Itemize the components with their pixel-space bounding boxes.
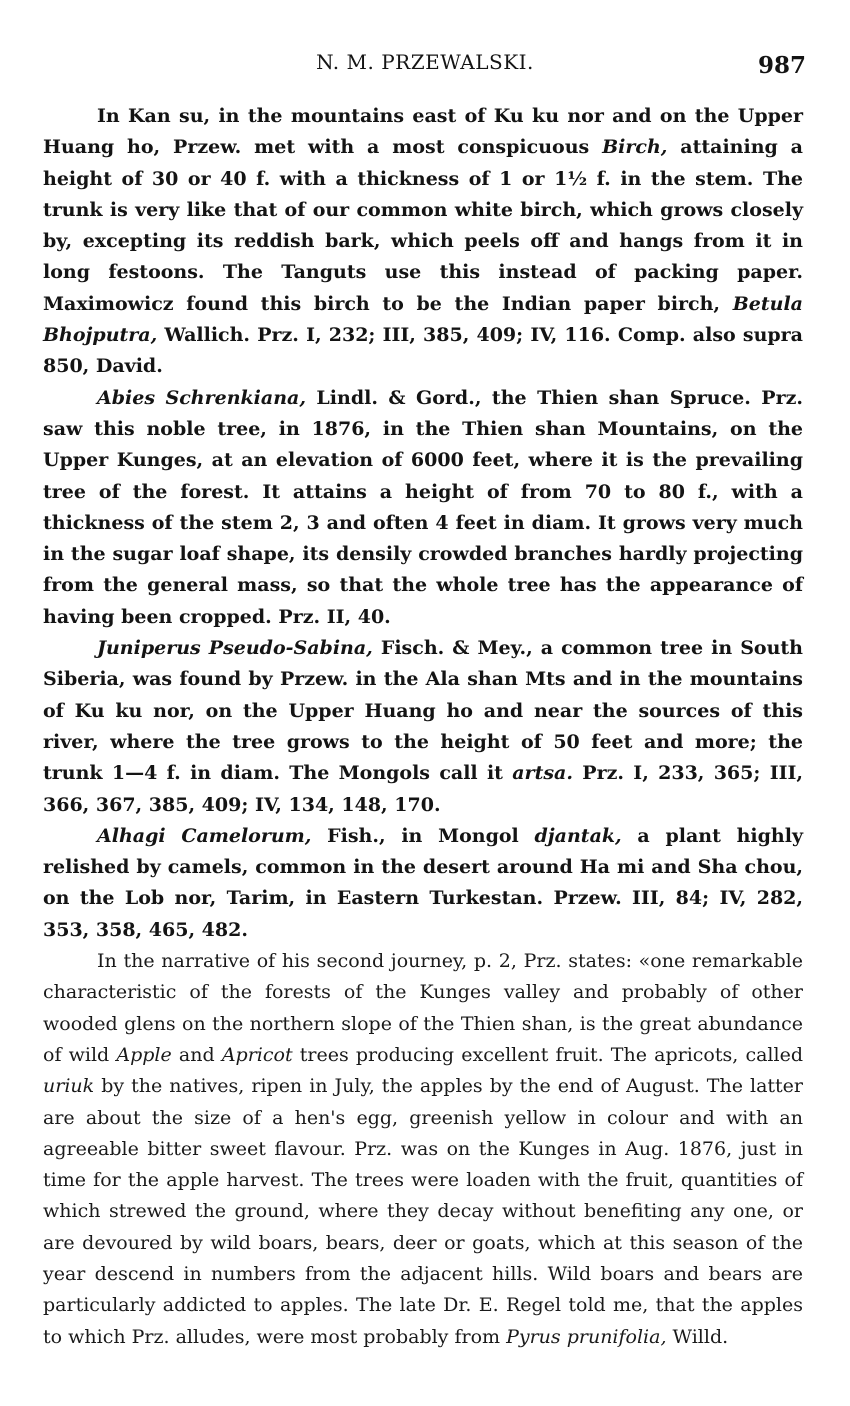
running-title: N. M. PRZEWALSKI. xyxy=(316,50,534,74)
paragraph-abies xyxy=(43,383,803,633)
text-run: by the natives, ripen in July, the apples by the end of August. The latter are about the size of a hen's egg, greenish yellow in colour and with an agreeable bitter sweet flavour. Prz. was on the Kunges in Aug. 1876, just in time for the apple harvest. The trees were loaden with the fruit, quantities of which strewed the ground, where they decay without benefiting any one, or are devoured by wild boars, bears, deer or goats, which at this season of the year descend in numbers from the adjacent hills. Wild boars and bears are particularly addicted to apples. The late Dr. E. Regel told me, that the apples to which Prz. alludes, were most probably from xyxy=(43,1075,803,1348)
paragraph-alhagi xyxy=(43,821,803,946)
text-run: Wallich. Prz. I, 232; III, 385, 409; IV, 116. Comp. also supra 850, David. xyxy=(43,324,803,378)
italic-term: Betula Bhojputra, xyxy=(43,292,803,347)
paragraph-apple-apricot xyxy=(43,946,803,1353)
running-header xyxy=(0,44,850,84)
body-text xyxy=(43,101,803,1353)
text-run: Fish., in Mongol xyxy=(311,824,535,847)
italic-term: Apricot xyxy=(221,1043,293,1066)
paragraph-juniperus xyxy=(43,633,803,821)
text-run: In Kan su, in the mountains east of Ku ku nor and on the Upper Huang ho, Przew. met with a most conspicuous xyxy=(43,105,803,159)
italic-term: Pyrus prunifolia, xyxy=(506,1325,667,1348)
italic-term: Abies Schrenkiana, xyxy=(97,386,306,409)
italic-term: Juniperus Pseudo-Sabina, xyxy=(97,637,373,660)
text-run: attaining a height of 30 or 40 f. with a thickness of 1 or 1½ f. in the stem. The trunk is very like that of our common white birch, which grows closely by, excepting its reddish bark, which peels off and hangs from it in long festoons. The Tanguts use this instead of packing paper. Maximowicz found this birch to be the Indian paper birch, xyxy=(43,136,803,315)
text-run: In the narrative of his second journey, p. 2, Prz. states: «one remarkable characteristic of the forests of the Kunges valley and probably of other wooded glens on the northern slope of the Thien shan, is the great abundance of wild xyxy=(43,950,803,1066)
text-run: Prz. I, 233, 365; III, 366, 367, 385, 409; IV, 134, 148, 170. xyxy=(43,762,803,816)
italic-term: artsa. xyxy=(512,762,573,785)
italic-term: Birch, xyxy=(602,136,668,159)
paragraph-birch xyxy=(43,101,803,383)
text-run: Fisch. & Mey., a common tree in South Siberia, was found by Przew. in the Ala shan Mts and in the mountains of Ku ku nor, on the Upper Huang ho and near the sources of this river, where the tree grows to the height of 50 feet and more; the trunk 1—4 f. in diam. The Mongols call it xyxy=(43,637,803,785)
italic-term: djantak, xyxy=(534,824,622,847)
text-run: Lindl. & Gord., the Thien shan Spruce. Prz. saw this noble tree, in 1876, in the Thien shan Mountains, on the Upper Kunges, at an elevation of 6000 feet, where it is the prevailing tree of the forest. It attains a height of from 70 to 80 f., with a thickness of the stem 2, 3 and often 4 feet in diam. It grows very much in the sugar loaf shape, its densily crowded branches hardly projecting from the general mass, so that the whole tree has the appearance of having been cropped. Prz. II, 40. xyxy=(43,386,803,628)
italic-term: uriuk xyxy=(43,1075,95,1098)
text-run: trees producing excellent fruit. The apricots, called xyxy=(292,1043,803,1066)
page-number: 987 xyxy=(757,52,806,79)
text-run: a plant highly relished by camels, common in the desert around Ha mi and Sha chou, on the Lob nor, Tarim, in Eastern Turkestan. Przew. III, 84; IV, 282, 353, 358, 465, 482. xyxy=(43,824,803,941)
italic-term: Apple xyxy=(116,1043,172,1066)
text-run: Willd. xyxy=(666,1325,729,1348)
italic-term: Alhagi Camelorum, xyxy=(97,824,312,847)
text-run: and xyxy=(171,1043,222,1066)
